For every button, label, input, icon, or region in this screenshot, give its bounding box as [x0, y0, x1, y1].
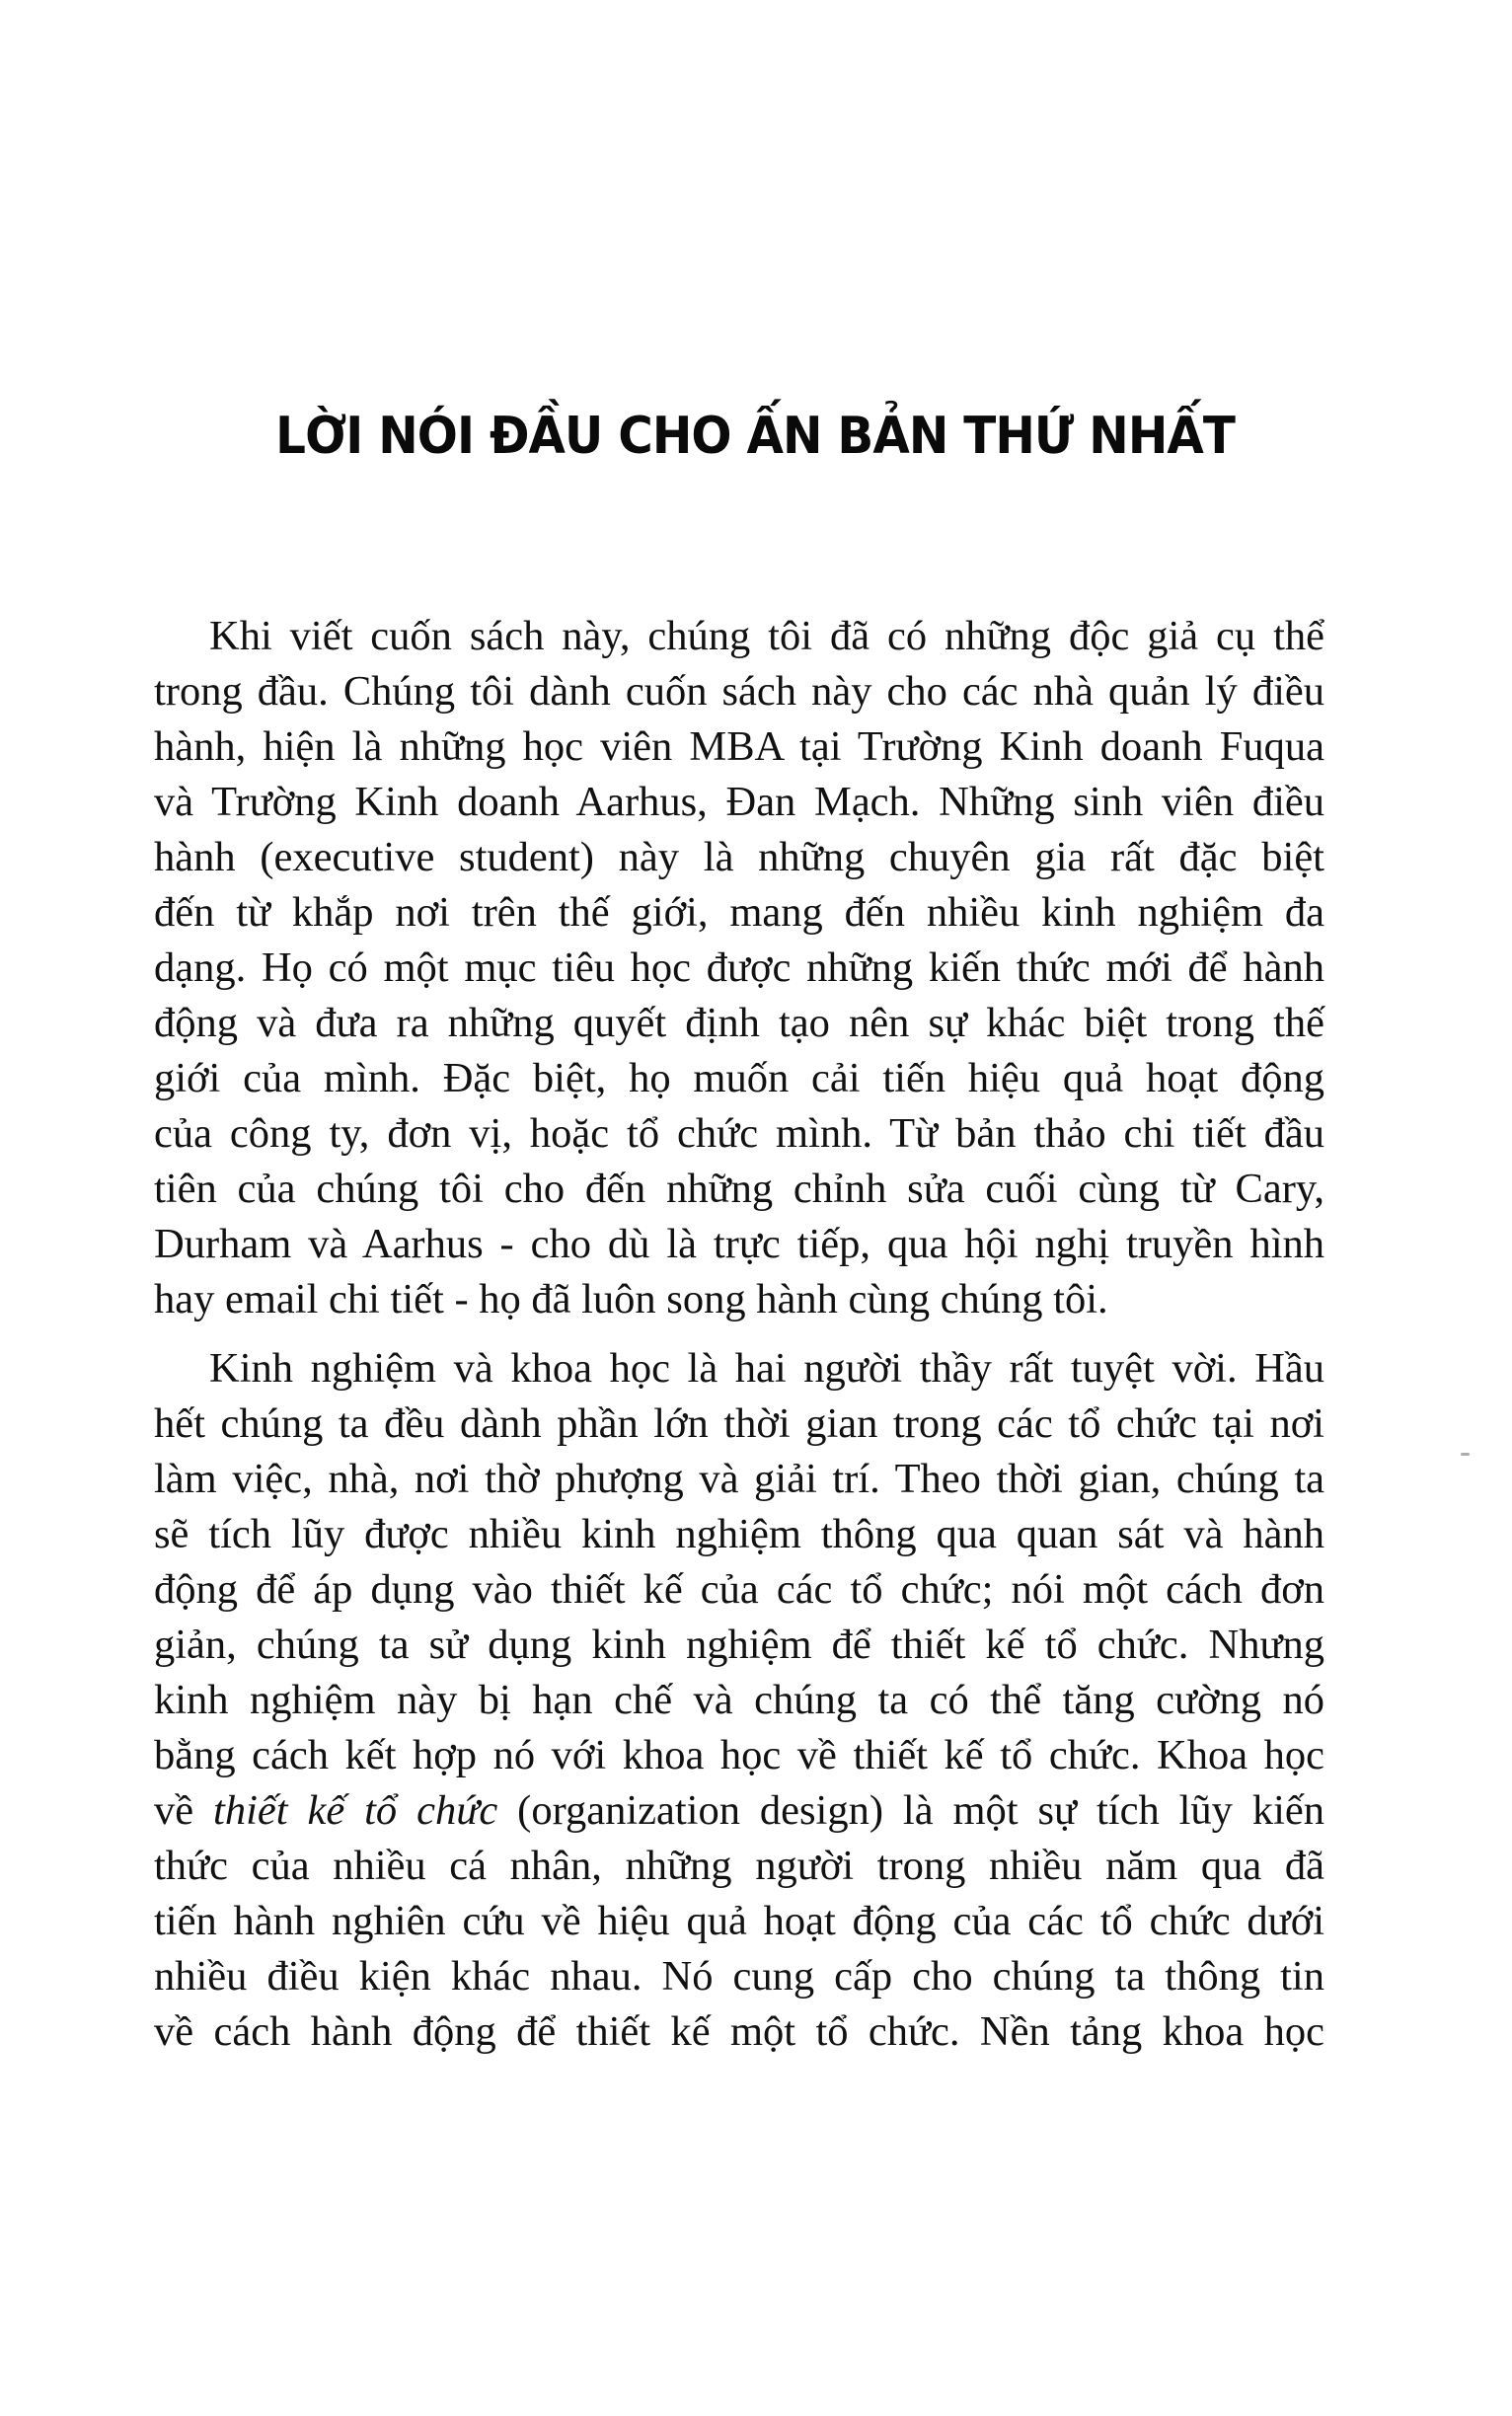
text-line: tiên của chúng tôi cho đến những chỉnh sửa cuối cùng từ Cary,: [154, 1166, 1324, 1212]
text-line: Kinh nghiệm và khoa học là hai người thầy rất tuyệt vời. Hầu: [209, 1345, 1324, 1392]
text-line: về cách hành động để thiết kế một tổ chức. Nền tảng khoa học: [154, 2008, 1324, 2055]
text-line: Khi viết cuốn sách này, chúng tôi đã có những độc giả cụ thể: [209, 613, 1324, 659]
text-run: về: [154, 1787, 194, 1834]
text-line: sẽ tích lũy được nhiều kinh nghiệm thông qua quan sát và hành: [154, 1511, 1324, 1557]
text-line: động và đưa ra những quyết định tạo nên sự khác biệt trong thế: [154, 1000, 1324, 1046]
text-line: Durham và Aarhus - cho dù là trực tiếp, qua hội nghị truyền hình: [154, 1221, 1324, 1267]
text-line: thức của nhiều cá nhân, những người trong nhiều năm qua đã: [154, 1843, 1324, 1889]
text-line: làm việc, nhà, nơi thờ phượng và giải trí. Theo thời gian, chúng ta: [154, 1456, 1324, 1502]
text-line: giản, chúng ta sử dụng kinh nghiệm để thiết kế tổ chức. Nhưng: [154, 1622, 1324, 1668]
text-line: [154, 1783, 1324, 1839]
page-title: LỜI NÓI ĐẦU CHO ẤN BẢN THỨ NHẤT: [275, 406, 1235, 466]
text-line: hết chúng ta đều dành phần lớn thời gian trong các tổ chức tại nơi: [154, 1400, 1324, 1447]
text-line: kinh nghiệm này bị hạn chế và chúng ta có thể tăng cường nó: [154, 1677, 1324, 1723]
text-line: hành (executive student) này là những chuyên gia rất đặc biệt: [154, 834, 1324, 880]
text-line: bằng cách kết hợp nó với khoa học về thiết kế tổ chức. Khoa học: [154, 1732, 1324, 1778]
text-line: trong đầu. Chúng tôi dành cuốn sách này cho các nhà quản lý điều: [154, 668, 1324, 715]
text-line: nhiều điều kiện khác nhau. Nó cung cấp cho chúng ta thông tin: [154, 1953, 1324, 2000]
scan-speck: [1461, 1453, 1470, 1456]
text-line: hành, hiện là những học viên MBA tại Trường Kinh doanh Fuqua: [154, 723, 1324, 770]
text-line: hay email chi tiết - họ đã luôn song hành cùng chúng tôi.: [154, 1276, 1108, 1322]
text-line: giới của mình. Đặc biệt, họ muốn cải tiến hiệu quả hoạt động: [154, 1055, 1324, 1101]
text-line: tiến hành nghiên cứu về hiệu quả hoạt động của các tổ chức dưới: [154, 1898, 1324, 1944]
text-line: dạng. Họ có một mục tiêu học được những kiến thức mới để hành: [154, 944, 1324, 991]
text-line: động để áp dụng vào thiết kế của các tổ chức; nói một cách đơn: [154, 1566, 1324, 1613]
italic-term: thiết kế tổ chức: [213, 1787, 498, 1834]
text-line: và Trường Kinh doanh Aarhus, Đan Mạch. Những sinh viên điều: [154, 779, 1324, 825]
text-line: của công ty, đơn vị, hoặc tổ chức mình. Từ bản thảo chi tiết đầu: [154, 1110, 1324, 1157]
text-line: đến từ khắp nơi trên thế giới, mang đến nhiều kinh nghiệm đa: [154, 889, 1324, 936]
text-run: (organization design) là một sự tích lũy kiến: [517, 1787, 1325, 1834]
